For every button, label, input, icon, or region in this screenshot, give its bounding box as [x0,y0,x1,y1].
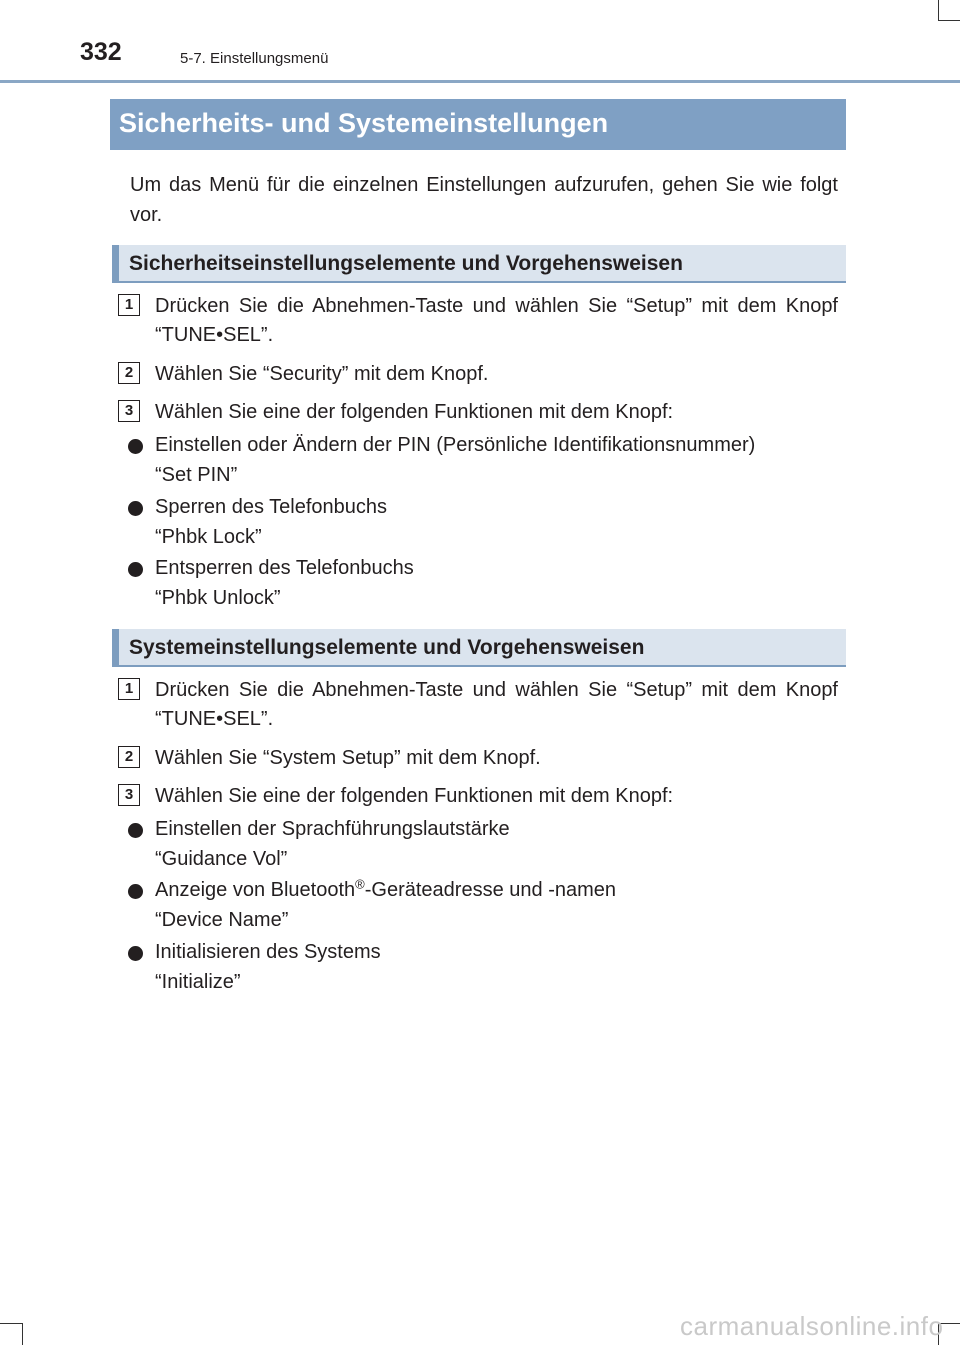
step-number: 3 [118,784,140,806]
system-heading: Systemeinstellungselemente und Vorgehensweisen [129,636,645,659]
security-heading-bar [112,245,846,283]
step-number: 3 [118,400,140,422]
breadcrumb: 5-7. Einstellungsmenü [180,50,329,67]
step-text: Drücken Sie die Abnehmen-Taste und wählen Sie “Setup” mit dem Knopf “TUNE•SEL”. [155,679,838,730]
bullet-icon [128,562,143,577]
section-title-bar [110,99,846,150]
bullet-icon [128,501,143,516]
system-heading-bar [112,629,846,667]
bullet-label-post: -Geräteadresse und -namen [364,879,616,901]
step-text: Wählen Sie eine der folgenden Funktionen mit dem Knopf: [155,785,674,807]
crop-mark [938,20,960,21]
bullet-value: “Phbk Lock” [155,526,262,548]
step-number: 2 [118,746,140,768]
registered-mark: ® [355,876,365,892]
bullet-icon [128,884,143,899]
header-rule [0,80,960,83]
bullet-label: Entsperren des Telefonbuchs [155,557,414,579]
step-text: Wählen Sie “Security” mit dem Knopf. [155,363,489,385]
bullet-icon [128,823,143,838]
bullet-label: Einstellen der Sprachführungslautstärke [155,818,510,840]
bullet-label: Sperren des Telefonbuchs [155,496,388,518]
bullet-value: “Guidance Vol” [155,848,288,870]
bullet-label-pre: Anzeige von Bluetooth [155,879,356,901]
crop-mark [22,1323,23,1345]
step-text: Wählen Sie “System Setup” mit dem Knopf. [155,747,541,769]
step-text: Drücken Sie die Abnehmen-Taste und wählen Sie “Setup” mit dem Knopf “TUNE•SEL”. [155,295,838,346]
watermark: carmanualsonline.info [680,1311,944,1341]
bullet-value: “Initialize” [155,971,241,993]
intro-text: Um das Menü für die einzelnen Einstellungen aufzurufen, gehen Sie wie folgt vor. [130,174,838,226]
bullet-label: Einstellen oder Ändern der PIN (Persönliche Identifikationsnummer) [155,434,756,456]
crop-mark [938,0,939,20]
step-number: 2 [118,362,140,384]
bullet-icon [128,439,143,454]
bullet-label [155,875,616,905]
bullet-value: “Phbk Unlock” [155,587,281,609]
bullet-value: “Device Name” [155,909,289,931]
section-title: Sicherheits- und Systemeinstellungen [119,108,609,138]
step-number: 1 [118,294,140,316]
page-number: 332 [80,38,122,66]
bullet-label: Initialisieren des Systems [155,941,381,963]
step-text: Wählen Sie eine der folgenden Funktionen mit dem Knopf: [155,401,674,423]
security-heading: Sicherheitseinstellungselemente und Vorgehensweisen [129,252,683,275]
step-number: 1 [118,678,140,700]
crop-mark [0,1323,22,1324]
bullet-icon [128,946,143,961]
bullet-value: “Set PIN” [155,464,238,486]
